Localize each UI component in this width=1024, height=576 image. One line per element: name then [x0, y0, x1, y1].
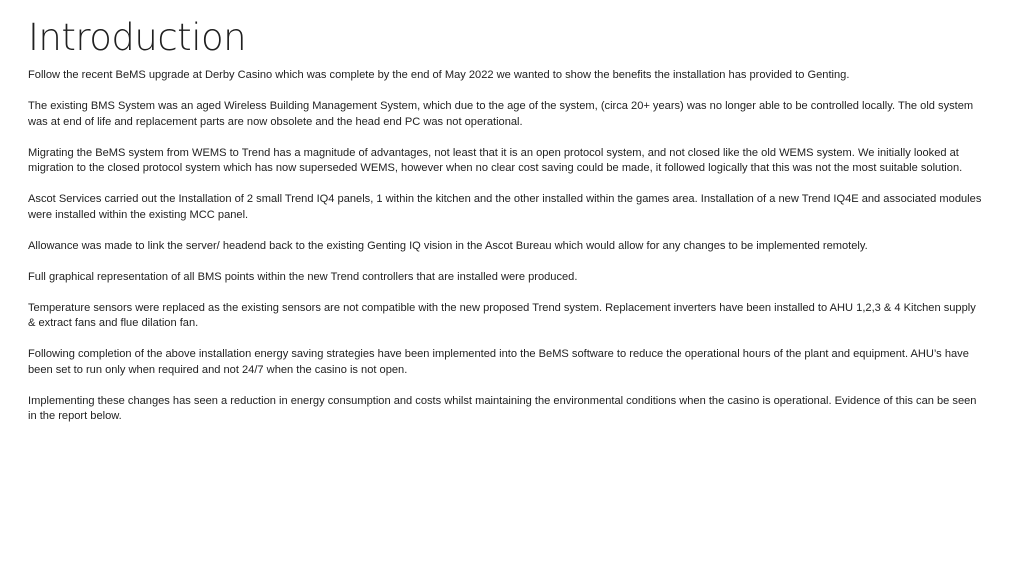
paragraph-graphics: Full graphical representation of all BMS points within the new Trend controllers that are installed were produced. — [28, 270, 578, 283]
paragraph-sensors: Temperature sensors were replaced as the existing sensors are not compatible with the new proposed Trend system. Replacement inverters have been installed to AHU 1,2,3 & 4 Kitchen supply & extract fans and flue dilation fan. — [28, 301, 976, 329]
paragraph-results: Implementing these changes has seen a reduction in energy consumption and costs whilst maintaining the environmental conditions when the casino is operational. Evidence of this can be seen in the report below. — [28, 394, 977, 422]
slide-title: Introduction — [28, 16, 247, 59]
paragraph-remote-link: Allowance was made to link the server/ headend back to the existing Genting IQ vision in the Ascot Bureau which would allow for any changes to be implemented remotely. — [28, 239, 868, 252]
paragraph-installation: Ascot Services carried out the Installation of 2 small Trend IQ4 panels, 1 within the kitchen and the other installed within the games area. Installation of a new Trend IQ4E and associated modules were installed within the existing MCC panel. — [28, 193, 982, 221]
paragraph-migration: Migrating the BeMS system from WEMS to Trend has a magnitude of advantages, not least that it is an open protocol system, and not closed like the old WEMS system. We initially looked at migration to the closed protocol system which has now superseded WEMS, however when no clear cost saving could be made, it followed logically that this was not the most suitable solution. — [28, 146, 963, 174]
paragraph-energy-strategies: Following completion of the above installation energy saving strategies have been implemented into the BeMS software to reduce the operational hours of the plant and equipment. AHU’s have been set to run only when required and not 24/7 when the casino is not open. — [28, 348, 969, 376]
slide-body — [28, 68, 984, 425]
paragraph-existing-system: The existing BMS System was an aged Wireless Building Management System, which due to the age of the system, (circa 20+ years) was no longer able to be controlled locally. The old system was at end of life and replacement parts are now obsolete and the head end PC was not operational. — [28, 100, 974, 128]
paragraph-bems-upgrade: Follow the recent BeMS upgrade at Derby Casino which was complete by the end of May 2022 we wanted to show the benefits the installation has provided to Genting. — [28, 69, 850, 81]
